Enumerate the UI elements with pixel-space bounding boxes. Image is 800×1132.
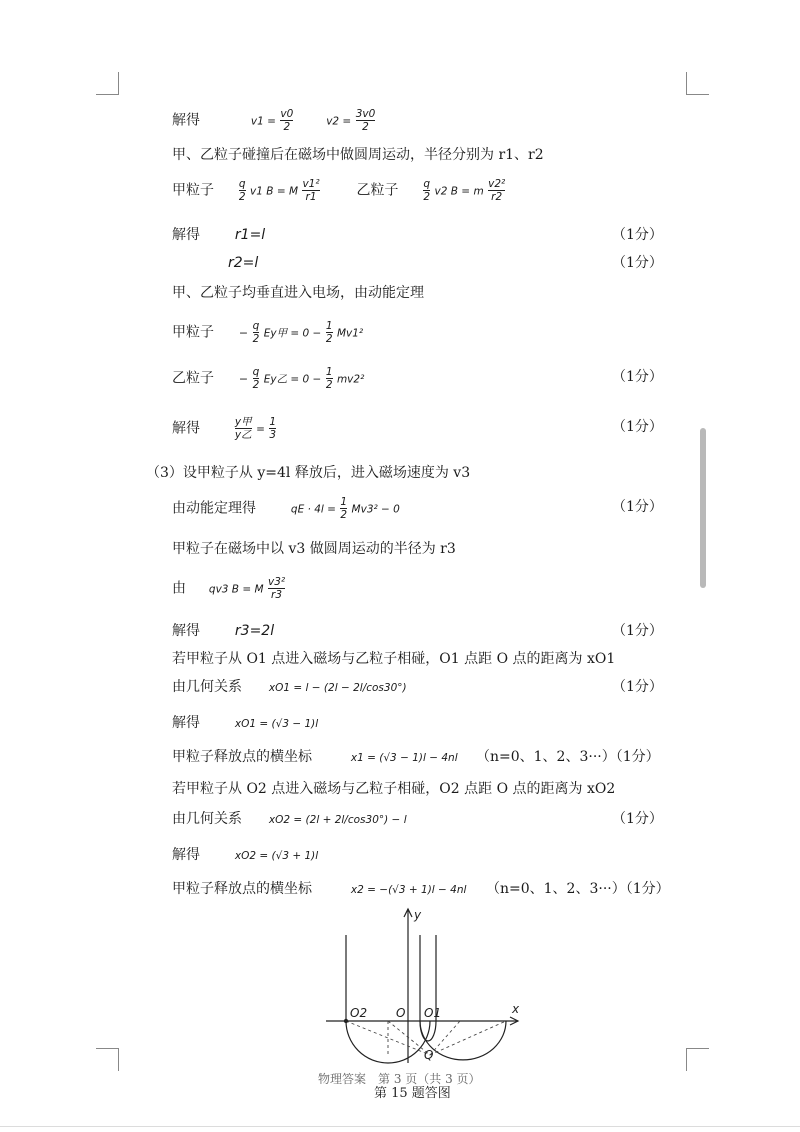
line-radius-intro: 甲、乙粒子碰撞后在磁场中做圆周运动，半径分别为 r1、r2 [172,147,544,163]
eq-x1: x1 = (√3 − 1)l − 4nl [350,752,458,764]
frac-3v0-2: $\frac{3v0}{2}$ [355,108,376,133]
score-8: （1分） [612,811,663,827]
answer-figure [320,905,520,1065]
line-energy-intro: 甲、乙粒子均垂直进入电场，由动能定理 [172,285,424,301]
vertical-scrollbar[interactable] [700,428,706,588]
label-yi: 乙粒子 [356,182,399,199]
label-solve: 解得 [172,112,200,129]
x-axis-label: x [512,1002,520,1016]
label-o2: O2 [350,1006,368,1020]
score-4: （1分） [612,419,663,435]
crop-mark-top-left [96,72,119,95]
line-r3: 解得 r3=2l [172,623,275,639]
n-values-1: （n=0、1、2、3···）（1分） [476,749,660,765]
dashed-line-4 [430,1021,506,1055]
line-x1: 甲粒子释放点的横坐标 x1 = (√3 − 1)l − 4nl [172,749,458,765]
page-footer: 物理答案 第 3 页（共 3 页） [318,1072,481,1086]
eq-r3-magnetic: qv3 B = M [208,583,264,596]
line-geometry-o1: 由几何关系 xO1 = l − (2l − 2l/cos30°) [172,679,407,695]
score-1: （1分） [612,227,663,243]
crop-mark-top-right [686,72,709,95]
dashed-line-1 [346,1021,430,1055]
eq-yi-electric: Ey乙 = 0 − [263,373,322,386]
eq-v1: v1 = [250,115,276,128]
score-3: （1分） [612,369,663,385]
crop-mark-bottom-left [96,1048,119,1071]
eq-xo2-geometry: xO2 = (2l + 2l/cos30°) − l [268,814,407,826]
label-q: Q [424,1048,434,1062]
line-x2: 甲粒子释放点的横坐标 x2 = −(√3 + 1)l − 4nl [172,881,467,897]
score-7: （1分） [612,679,663,695]
eq-yi-magnetic: v2 B = m [434,185,484,198]
score-6: （1分） [612,623,663,639]
frac-v0-2: $\frac{v0}{2}$ [280,108,294,133]
label-o: O [396,1006,406,1020]
line-r1: 解得 r1=l [172,227,266,243]
line-xo2: 解得 xO2 = (√3 + 1)l [172,847,319,863]
eq-xo1-geometry: xO1 = l − (2l − 2l/cos30°) [268,682,407,694]
dashed-line-3 [430,1021,460,1055]
line-magnetic-eqs: 甲粒子 $\frac{q}{2}$ v1 B = M $\frac{\text{v1²}}{r1}$ 乙粒子 $\frac{q}{2}$ v2 B = m $\frac{\text{v2²}}{r2}$ [172,178,506,203]
line-yi-electric: 乙粒子 − $\frac{q}{2}$ Ey乙 = 0 − $\frac{1}{2}$ mv2² [172,366,365,391]
score-2: （1分） [612,255,663,271]
line-r2 [228,252,258,274]
line-r3-intro: 甲粒子在磁场中以 v3 做圆周运动的半径为 r3 [172,541,456,557]
eq-xo1: xO1 = (√3 − 1)l [234,718,319,730]
line-part3-intro: （3）设甲粒子从 y=4l 释放后，进入磁场速度为 v3 [146,465,471,481]
crop-mark-bottom-right [686,1048,709,1071]
line-ratio: 解得 $\frac{\text{y甲}}{\text{y乙}}$ = $\frac{1}{3}$ [172,416,277,441]
label-o1: O1 [424,1006,442,1020]
line-energy-theorem: 由动能定理得 qE · 4l = $\frac{1}{2}$ Mv3² − 0 [172,496,400,521]
line-geometry-o2: 由几何关系 xO2 = (2l + 2l/cos30°) − l [172,811,407,827]
page-bottom-divider [0,1126,800,1127]
figure-caption: 第 15 题答图 [374,1086,451,1101]
line-o2-case: 若甲粒子从 O2 点进入磁场与乙粒子相碰，O2 点距 O 点的距离为 xO2 [172,781,616,797]
line-o1-case: 若甲粒子从 O1 点进入磁场与乙粒子相碰，O1 点距 O 点的距离为 xO1 [172,651,616,667]
eq-r3: r3=2l [234,623,275,639]
small-arc [420,1021,436,1041]
label-jia: 甲粒子 [172,182,214,199]
eq-r2: r2=l [228,255,259,271]
eq-jia-magnetic: v1 B = M [250,185,299,198]
y-axis-label: y [414,908,422,922]
eq-x2: x2 = −(√3 + 1)l − 4nl [350,884,467,896]
frac-ratio-result: $\frac{1}{3}$ [269,416,277,441]
eq-energy: qE · 4l = [290,503,336,516]
line-solve-v [172,108,376,133]
score-5: （1分） [612,499,663,515]
point-o2 [344,1019,348,1023]
n-values-2: （n=0、1、2、3···）（1分） [486,881,670,897]
eq-jia-electric: Ey甲 = 0 − [263,327,322,340]
eq-xo2: xO2 = (√3 + 1)l [234,850,319,862]
line-r3-eq: 由 qv3 B = M $\frac{\text{v3²}}{r3}$ [172,576,286,601]
eq-r1: r1=l [234,227,266,243]
eq-v2: v2 = [326,115,352,128]
line-jia-electric: 甲粒子 − $\frac{q}{2}$ Ey甲 = 0 − $\frac{1}{2}$ Mv1² [172,320,364,345]
line-xo1: 解得 xO1 = (√3 − 1)l [172,715,319,731]
